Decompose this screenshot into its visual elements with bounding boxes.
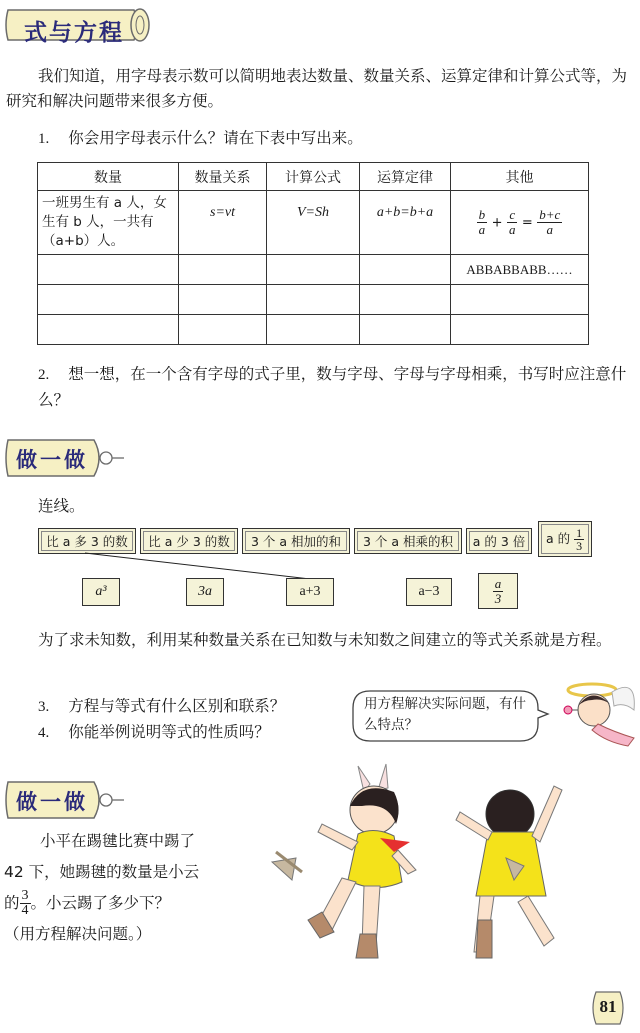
match-box-bottom[interactable]: a³ <box>82 578 120 606</box>
frac-prefix: a 的 <box>545 531 571 546</box>
page-number-badge <box>588 990 628 1026</box>
table-cell: s=vt <box>179 191 267 255</box>
question-text: 想一想，在一个含有字母的式子里，数与字母、字母与字母相乘，书写时应注意什么？ <box>38 365 627 409</box>
practice-tag <box>2 778 122 822</box>
question-number: 1. <box>38 131 50 147</box>
match-box-bottom[interactable]: a−3 <box>406 578 452 606</box>
fraction: $\frac{c}{a}$ <box>508 207 516 237</box>
fraction: $\frac{b}{a}$ <box>478 207 486 237</box>
match-box-bottom[interactable]: 3a <box>186 578 224 606</box>
match-box-top[interactable]: 3 个 a 相加的和 <box>242 528 350 554</box>
girls-kicking-shuttlecock-illustration <box>262 762 592 982</box>
problem-line: 的 $\frac{3}{4}$ 。小云踢了多少下？ <box>4 888 171 918</box>
table-cell: 一班男生有 a 人，女生有 b 人，一共有（a+b）人。 <box>38 191 179 255</box>
fraction: $\frac{a}{3}$ <box>494 576 502 606</box>
question-text: 方程与等式有什么区别和联系？ <box>68 697 286 715</box>
practice-tag-label: 做一做 <box>16 447 88 472</box>
match-box-top[interactable]: 比 a 少 3 的数 <box>140 528 238 554</box>
match-box-top[interactable]: a 的 3 倍 <box>466 528 532 554</box>
girl-2 <box>456 786 562 958</box>
table-header: 数量关系 <box>179 163 267 191</box>
problem-line: 小平在踢毽比赛中踢了 <box>40 832 196 850</box>
match-box-bottom[interactable]: a+3 <box>286 578 334 606</box>
question-number: 3. <box>38 699 50 715</box>
intro-paragraph: 我们知道，用字母表示数可以简明地表达数量、数量关系、运算定律和计算公式等，为研究和解决问题带来很多方便。 <box>6 67 628 110</box>
table-cell: a+b=b+a <box>360 191 451 255</box>
question-4 <box>38 720 270 742</box>
fraction: $\frac{1}{3}$ <box>576 526 583 553</box>
girl-1 <box>308 764 416 958</box>
match-box-top[interactable]: 3 个 a 相乘的积 <box>354 528 462 554</box>
question-3 <box>38 694 285 716</box>
table-header: 运算定律 <box>360 163 451 191</box>
match-box-top[interactable]: 比 a 多 3 的数 <box>38 528 136 554</box>
question-number: 4. <box>38 725 50 741</box>
table-cell: ABBABBABB…… <box>451 255 589 285</box>
table-header: 计算公式 <box>267 163 360 191</box>
bubble-text: 用方程解决实际问题，有什么特点？ <box>364 696 526 733</box>
equation-definition: 为了求未知数，利用某种数量关系在已知数与未知数之间建立的等式关系就是方程。 <box>38 631 612 649</box>
fraction: $\frac{3}{4}$ <box>21 888 29 918</box>
question-text: 你能举例说明等式的性质吗？ <box>68 723 270 741</box>
table-cell: V=Sh <box>267 191 360 255</box>
table-cell: $\frac{b}{a}$ + $\frac{c}{a}$ = $\frac{b+c}{a}$ <box>451 191 589 255</box>
problem-line: （用方程解决问题。） <box>4 925 152 943</box>
speech-bubble <box>350 688 540 742</box>
problem-line: 42 下，她踢毽的数量是小云 <box>4 863 200 881</box>
section-title: 式与方程 <box>24 19 124 46</box>
word-problem <box>4 826 254 950</box>
table-header: 其他 <box>451 163 589 191</box>
table-header: 数量 <box>38 163 179 191</box>
practice-tag-label: 做一做 <box>16 789 88 814</box>
fraction: $\frac{b+c}{a}$ <box>539 207 561 237</box>
instruction: 连线。 <box>38 497 85 515</box>
shuttlecock-icon <box>272 852 302 880</box>
question-number: 2. <box>38 367 50 383</box>
match-box-bottom[interactable] <box>478 573 518 609</box>
question-text: 你会用字母表示什么？请在下表中写出来。 <box>68 129 363 147</box>
angel-character-icon <box>542 672 640 750</box>
page-number: 81 <box>599 997 617 1016</box>
